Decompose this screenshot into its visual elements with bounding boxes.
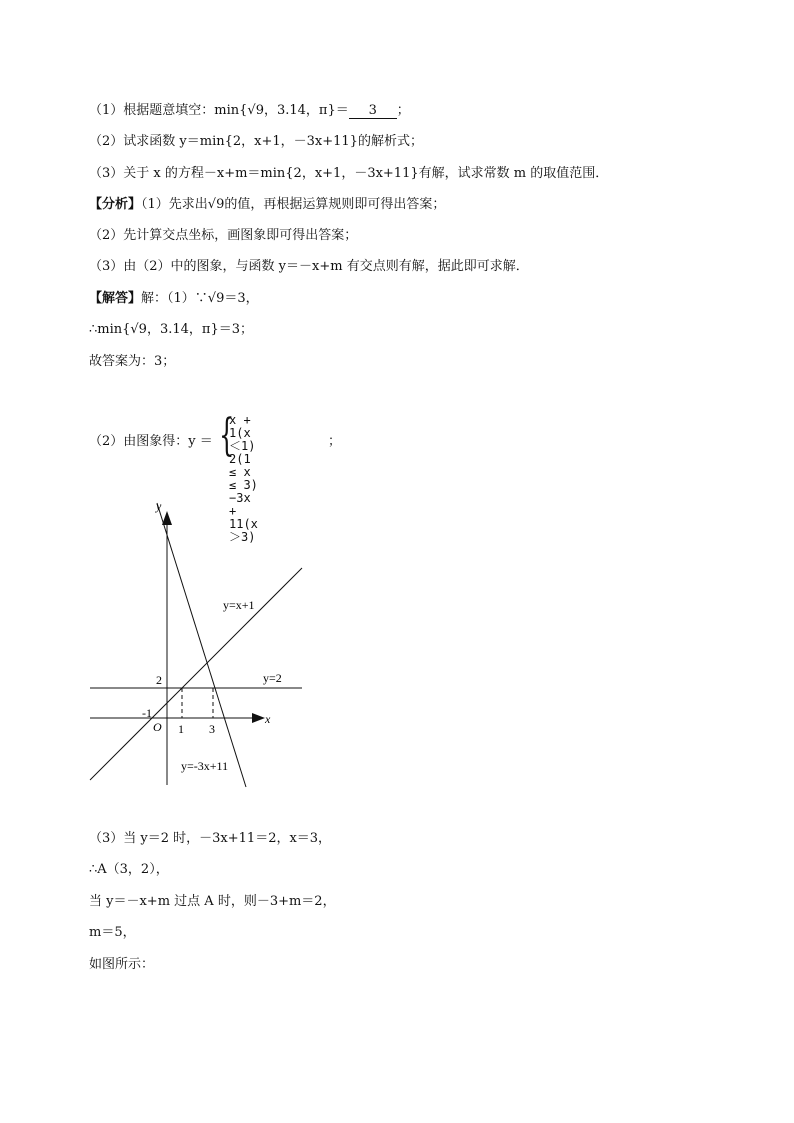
solution-3-line-5: 如图所示： <box>89 957 155 972</box>
analysis-2: （2）先计算交点坐标，画图象即可得出答案； <box>89 228 358 243</box>
tick-label-y2: 2 <box>156 673 162 687</box>
solution-1-text: 解：（1）∵√9＝3， <box>141 291 259 306</box>
piecewise-tail: ； <box>328 434 342 449</box>
q1-prefix: （1）根据题意填空： <box>89 103 215 118</box>
label-y-equals-neg3x-plus-11: y=-3x+11 <box>181 759 229 773</box>
line-y-equals-neg3x-plus-11 <box>157 503 246 787</box>
piecewise-lead: （2）由图象得：y ＝ <box>89 434 213 449</box>
q1-answer-blank: 3 <box>349 104 397 119</box>
solution-1 <box>89 290 259 308</box>
solution-3-line-3: 当 y＝－x+m 过点 A 时，则－3+m＝2， <box>89 894 336 909</box>
analysis-3: （3）由（2）中的图象，与函数 y＝－x+m 有交点则有解，据此即可求解． <box>89 259 529 274</box>
question-3: （3）关于 x 的方程－x+m＝min{2，x+1，－3x+11}有解，试求常数 m 的取值范围． <box>89 166 609 181</box>
analysis-tag: 【分析】 <box>89 197 142 212</box>
function-graph <box>80 495 320 795</box>
case-3: −3x + 11(x＞3) <box>229 491 258 544</box>
solution-2: ∴min{√9，3.14，π}＝3； <box>89 322 253 337</box>
label-y-equals-2: y=2 <box>263 671 282 685</box>
tick-label-x1: 1 <box>178 722 184 736</box>
solution-3-line-1: （3）当 y＝2 时，－3x+11＝2，x＝3， <box>89 831 332 846</box>
solution-3: 故答案为：3； <box>89 354 176 369</box>
case-1: x + 1(x＜1) <box>229 413 256 453</box>
analysis-1 <box>89 196 445 214</box>
question-1 <box>89 102 410 120</box>
tick-label-minus1: -1 <box>142 706 152 720</box>
q1-expression: min{√9，3.14，π}＝ <box>214 103 349 118</box>
analysis-1-text: （1）先求出√9的值，再根据运算规则即可得出答案； <box>141 197 446 212</box>
solution-3-line-2: ∴A（3，2）， <box>89 862 169 877</box>
solution-tag: 【解答】 <box>89 291 142 306</box>
origin-label: O <box>153 720 162 734</box>
x-axis-arrow <box>252 713 265 723</box>
solution-3-line-4: m＝5， <box>89 925 136 940</box>
left-brace: { <box>219 410 235 461</box>
question-2: （2）试求函数 y＝min{2，x+1，－3x+11}的解析式； <box>89 134 423 149</box>
q1-end: ； <box>396 103 410 118</box>
tick-label-x3: 3 <box>209 722 215 736</box>
x-axis-label: x <box>265 712 271 726</box>
case-2: 2(1 ≤ x ≤ 3) <box>229 452 258 492</box>
label-y-equals-x-plus-1: y=x+1 <box>223 598 255 612</box>
y-axis-label: y <box>156 499 162 513</box>
